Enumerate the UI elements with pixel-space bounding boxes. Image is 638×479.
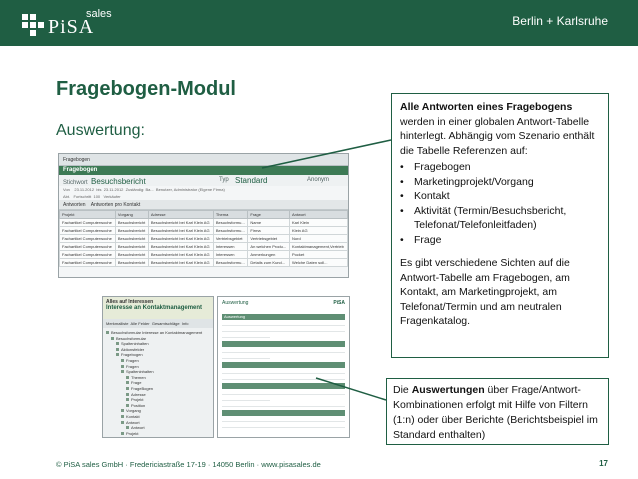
logo-pisa-text: PiSA — [48, 16, 95, 38]
table-row[interactable] — [60, 235, 348, 243]
row-bis: bis — [96, 187, 102, 192]
callout2-bold: Auswertungen — [411, 384, 485, 396]
tree-node-label: Projekt — [131, 397, 144, 403]
tree-node-label: Themen — [131, 374, 146, 380]
table-cell: Besuchsformu... — [213, 219, 248, 227]
col-thema: Thema — [213, 211, 248, 219]
col-adresse: Adresse — [148, 211, 213, 219]
questionnaire-panel-title: Fragebogen — [59, 166, 348, 175]
location-label: Berlin + Karlsruhe — [512, 14, 608, 28]
tree-tab: Merkmalliste — [106, 321, 129, 326]
col-frage: Frage — [248, 211, 290, 219]
folder-icon — [121, 370, 124, 373]
tree-node-label: Adresse — [131, 391, 146, 397]
row-benutzer: Benutzer, Administrator (Eigene Firma) — [155, 187, 225, 192]
row-abt: Abt. — [63, 194, 71, 199]
tree-node-list — [103, 328, 213, 438]
reference-item: • Aktivität (Termin/Besuchsbericht, Telefonat/Telefonleitfaden) — [400, 204, 600, 233]
logo-squares-icon — [22, 14, 44, 36]
subtab-antworten: Antworten — [63, 202, 86, 208]
callout-evaluations — [386, 378, 609, 445]
tree-node-label: Frage — [131, 380, 142, 386]
table-cell: Besuchsbericht bei Karl Klein AG — [148, 235, 213, 243]
report-band: Auswertung — [222, 314, 345, 320]
folder-icon — [111, 337, 114, 340]
reference-item: • Frage — [400, 233, 600, 248]
tree-node-label: FrageBogen — [131, 385, 154, 391]
table-cell: Fachartikel Computerwoche — [60, 227, 116, 235]
table-cell: Fachartikel Computerwoche — [60, 251, 116, 259]
table-cell: Besuchsbericht bei Karl Klein AG — [148, 243, 213, 251]
tree-node-label: Spalteninhalten — [121, 341, 149, 347]
table-cell: Besuchsformu... — [213, 259, 248, 267]
table-cell: An welchen Produ... — [248, 243, 290, 251]
row-fortschritt-value: 100 — [93, 194, 101, 199]
report-line — [222, 397, 270, 401]
col-vorgang: Vorgang — [115, 211, 148, 219]
report-band — [222, 362, 345, 368]
subtab-antworten-pro-kontakt: Antworten pro Kontakt — [90, 202, 141, 208]
callout-lead-bold: Alle Antworten eines Fragebogens — [400, 101, 573, 113]
table-cell: Pocket — [290, 251, 348, 259]
callout2-pre: Die — [393, 384, 409, 396]
value-stichwort: Besuchsbericht — [91, 177, 146, 186]
footer-text: © PiSA sales GmbH · Fredericiastraße 17-19 · 14050 Berlin · www.pisasales.de — [56, 460, 321, 469]
table-cell: Karl Klein — [290, 219, 348, 227]
table-cell: Besuchsbericht — [115, 243, 148, 251]
table-cell: Anmerkungen — [248, 251, 290, 259]
table-row[interactable] — [60, 251, 348, 259]
questionnaire-progress-row — [59, 193, 348, 200]
tree-tab: Alle Felder — [130, 321, 150, 326]
report-screenshot — [217, 296, 350, 438]
callout-lead-text: werden in einer globalen Antwort-Tabelle hinterlegt. Abhängig vom Szenario enthält die Tabelle Referenzen auf: — [400, 115, 595, 157]
report-line — [222, 376, 345, 380]
folder-icon — [126, 393, 129, 396]
pisa-logo — [22, 6, 132, 42]
table-cell: Fachartikel Computerwoche — [60, 243, 116, 251]
questionnaire-form-row — [59, 175, 348, 186]
reference-item: • Marketingprojekt/Vorgang — [400, 175, 600, 190]
tree-node-label: Besuchsformular Interesse an Kontaktmanagement — [111, 330, 203, 335]
tree-node-label: Fragebogen — [121, 352, 143, 358]
folder-icon — [126, 426, 129, 429]
table-cell: Kontaktmanagement,Vertrieb — [290, 243, 348, 251]
header-bar — [0, 0, 638, 46]
table-cell: Besuchsbericht bei Karl Klein AG — [148, 219, 213, 227]
tree-title-small: Alles auf Interessen — [106, 299, 154, 305]
tree-node-label: Aktionsfelder — [121, 346, 145, 352]
tree-node-label: Position — [131, 402, 146, 408]
table-cell: Interessen — [213, 243, 248, 251]
page-subtitle: Auswertung: — [56, 122, 145, 139]
report-header-title: Auswertung — [222, 300, 249, 306]
table-cell: Firma — [248, 227, 290, 235]
callout-lead — [400, 100, 600, 158]
row-zustaendig: Zuständig: Ba... — [125, 187, 154, 192]
table-cell: Fachartikel Computerwoche — [60, 259, 116, 267]
report-line — [222, 424, 345, 428]
callout-views-text: Es gibt verschiedene Sichten auf die Antwort-Tabelle am Fragebogen, am Kontakt, am Marketingprojekt, am Telefonat/Termin und am neutralen Fragenkatalog. — [400, 257, 570, 327]
table-cell: Besuchsbericht — [115, 259, 148, 267]
table-cell: Besuchsbericht — [115, 251, 148, 259]
logo-sales-text: sales — [86, 8, 112, 20]
tree-title-main: Interesse an Kontaktmanagement — [106, 305, 203, 311]
report-band — [222, 410, 345, 416]
tree-tab: Info — [181, 321, 189, 326]
folder-icon — [126, 398, 129, 401]
tree-tabs — [103, 319, 213, 328]
table-cell: Nord — [290, 235, 348, 243]
report-band — [222, 341, 345, 347]
tree-node[interactable] — [106, 431, 210, 437]
table-cell: Welche Daten soll... — [290, 259, 348, 267]
table-cell: Klein AG — [290, 227, 348, 235]
tree-header — [103, 297, 213, 319]
table-row[interactable] — [60, 243, 348, 251]
folder-icon — [121, 409, 124, 412]
questionnaire-dates-row — [59, 186, 348, 193]
label-anonym: Anonym — [307, 177, 330, 183]
report-line — [222, 322, 345, 326]
table-cell: Name — [248, 219, 290, 227]
reference-list — [400, 160, 600, 247]
reference-item: • Fragebogen — [400, 160, 600, 175]
folder-icon — [126, 404, 129, 407]
table-cell: Besuchsformu... — [213, 227, 248, 235]
report-line — [222, 328, 345, 332]
table-cell: Besuchsbericht bei Karl Klein AG — [148, 227, 213, 235]
table-cell: Vertriebsgebiet — [213, 235, 248, 243]
table-cell: Besuchsbericht — [115, 235, 148, 243]
tree-node-label: Antwort — [126, 419, 140, 425]
table-row[interactable] — [60, 219, 348, 227]
tree-node-label: Fragen — [126, 363, 139, 369]
table-row[interactable] — [60, 227, 348, 235]
table-cell: Details zum Kund... — [248, 259, 290, 267]
col-projekt: Projekt — [60, 211, 116, 219]
folder-icon — [116, 342, 119, 345]
folder-icon — [126, 387, 129, 390]
report-line — [222, 391, 345, 395]
table-cell: Besuchsbericht bei Karl Klein AG — [148, 251, 213, 259]
row-verkaufer: Verkäufer — [103, 194, 121, 199]
folder-icon — [121, 415, 124, 418]
tree-screenshot — [102, 296, 214, 438]
table-cell: Besuchsbericht bei Karl Klein AG — [148, 259, 213, 267]
value-typ: Standard — [235, 176, 268, 185]
report-line — [222, 418, 345, 422]
table-cell: Besuchsbericht — [115, 219, 148, 227]
row-von-date: 23.11.2012 — [74, 187, 95, 192]
answers-table-header — [60, 211, 348, 219]
tree-tab: Gesamtschläge — [151, 321, 180, 326]
table-cell: Besuchsbericht — [115, 227, 148, 235]
table-cell: Fachartikel Computerwoche — [60, 219, 116, 227]
table-cell: Vertriebsgebiet — [248, 235, 290, 243]
tree-node-label: Projekt — [126, 430, 139, 436]
questionnaire-subtabs — [59, 200, 348, 210]
folder-icon — [126, 381, 129, 384]
folder-icon — [116, 348, 119, 351]
folder-icon — [121, 359, 124, 362]
table-row[interactable] — [60, 259, 348, 267]
label-typ: Typ — [219, 177, 229, 183]
page-title: Fragebogen-Modul — [56, 78, 236, 100]
table-cell: Fachartikel Computerwoche — [60, 235, 116, 243]
col-antwort: Antwort — [290, 211, 348, 219]
label-stichwort: Stichwort — [63, 180, 88, 186]
questionnaire-tab: Fragebogen — [59, 154, 348, 166]
report-line — [222, 355, 270, 359]
tree-node-label: Fragen — [126, 357, 139, 363]
tree-node-label: Spalteninhalten — [126, 369, 154, 375]
row-fortschritt: Fortschritt — [73, 194, 92, 199]
report-header — [218, 297, 349, 311]
tree-node-label: Besuchsformular — [116, 335, 147, 341]
report-line — [222, 349, 345, 353]
callout-answers-table — [391, 93, 609, 358]
row-bis-date: 23.11.2012 — [103, 187, 124, 192]
tree-node-label: Kontakt — [126, 413, 140, 419]
folder-icon — [116, 353, 119, 356]
callout2-text: über Frage/Antwort-Kombinationen erfolgt mit Hilfe von Filtern (1:n) oder über Berichte (Berichtsbeispiel im Standard enthalten) — [393, 384, 598, 441]
report-line — [222, 334, 270, 338]
tree-node-label: Vorgang — [126, 408, 141, 414]
tree-node-label: Antwort — [131, 425, 145, 431]
answers-table — [59, 210, 348, 267]
report-band — [222, 383, 345, 389]
row-von: Von — [63, 187, 70, 192]
report-line — [222, 370, 345, 374]
folder-icon — [106, 331, 109, 334]
questionnaire-screenshot — [58, 153, 349, 278]
folder-icon — [121, 432, 124, 435]
folder-icon — [121, 421, 124, 424]
reference-item: • Kontakt — [400, 189, 600, 204]
page-number: 17 — [599, 459, 608, 468]
folder-icon — [126, 376, 129, 379]
folder-icon — [121, 365, 124, 368]
report-line — [222, 403, 345, 407]
report-brand: PiSA — [333, 300, 345, 306]
table-cell: Interessen — [213, 251, 248, 259]
